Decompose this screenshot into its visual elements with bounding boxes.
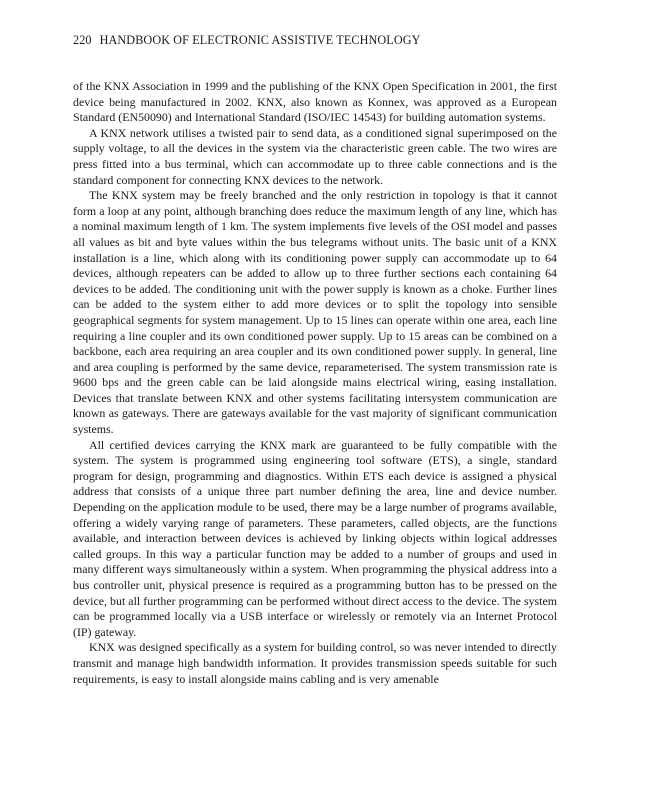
paragraph-continued: of the KNX Association in 1999 and the publishing of the KNX Open Specification in 2001, the first device being manufactured in 2002. KNX, also known as Konnex, was approved as a European Standard (EN50090) and International Standard (ISO/IEC 14543) for building automation systems. xyxy=(73,79,557,125)
paragraph-certified-devices: All certified devices carrying the KNX mark are guaranteed to be fully compatible with the system. The system is programmed using engineering tool software (ETS), a single, standard program for design, programming and diagnostics. Within ETS each device is assigned a physical address that consists of a unique three part number defining the area, line and device number. Depending on the application module to be used, there may be a large number of programs available, offering a widely varying range of parameters. These parameters, called objects, are the functions available, and interaction between devices is achieved by linking objects within logical addresses called groups. In this way a particular function may be added to a number of groups and used in many different ways simultaneously within a system. When programming the physical address into a bus controller unit, physical presence is required as a programming button has to be pressed on the device, but all further programming can be performed without direct access to the device. The system can be programmed locally via a USB interface or wirelessly or remotely via an Internet Protocol (IP) gateway. xyxy=(73,437,557,639)
paragraph-topology: The KNX system may be freely branched and the only restriction in topology is that it cannot form a loop at any point, although branching does reduce the maximum length of any line, which has a nominal maximum length of 1 km. The system implements five levels of the OSI model and passes all values as bit and byte values within the bus telegrams without units. The basic unit of a KNX installation is a line, which along with its conditioning power supply can accommodate up to 64 devices, although repeaters can be added to allow up to three further sections each containing 64 devices to be added. The conditioning unit with the power supply is known as a choke. Further lines can be added to the system either to add more devices or to split the topology into sensible geographical segments for system management. Up to 15 lines can operate within one area, each line requiring a line coupler and its own conditioned power supply. Up to 15 areas can be combined on a backbone, each area requiring an area coupler and its own conditioned power supply. In general, line and area coupling is performed by the same device, reparameterised. The system transmission rate is 9600 bps and the green cable can be laid alongside mains electrical wiring, easing installation. Devices that translate between KNX and other systems facilitating intersystem communication are known as gateways. There are gateways available for the vast majority of significant communication systems. xyxy=(73,188,557,437)
paragraph-twisted-pair: A KNX network utilises a twisted pair to send data, as a conditioned signal superimposed on the supply voltage, to all the devices in the system via the characteristic green cable. The two wires are press fitted into a bus terminal, which can accommodate up to three cable connections and is the standard component for connecting KNX devices to the network. xyxy=(73,125,557,187)
paragraph-building-control: KNX was designed specifically as a system for building control, so was never intended to directly transmit and manage high bandwidth information. It provides transmission speeds suitable for such requirements, is easy to install alongside mains cabling and is very amenable xyxy=(73,640,557,686)
book-title: HANDBOOK OF ELECTRONIC ASSISTIVE TECHNOLOGY xyxy=(99,33,421,47)
body-text xyxy=(73,79,557,687)
running-head xyxy=(73,33,421,48)
page-number: 220 xyxy=(73,33,92,47)
